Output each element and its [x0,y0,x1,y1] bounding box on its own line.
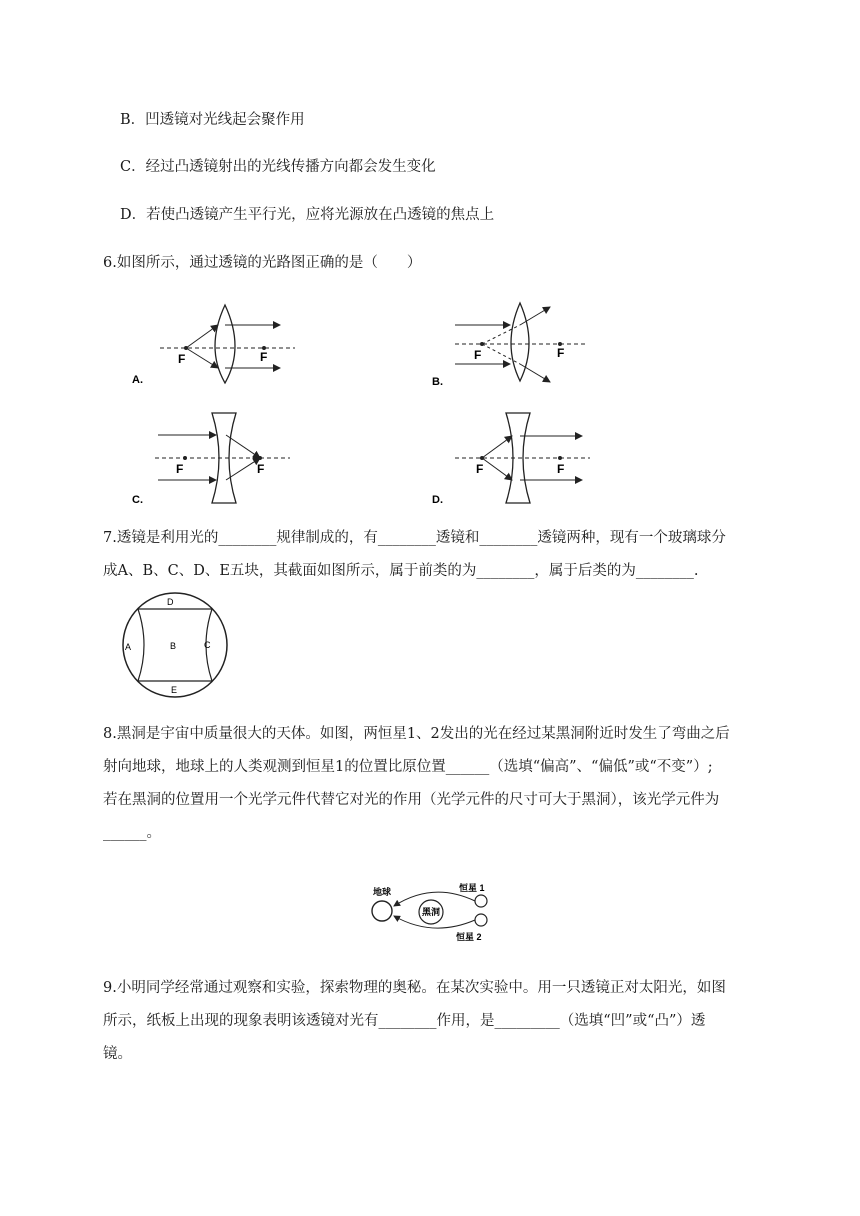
svg-text:F: F [476,462,484,476]
diagram-a [132,305,295,386]
q8-line-3: 若在黑洞的位置用一个光学元件代替它对光的作用（光学元件的尺寸可大于黑洞），该光学元件为 [103,792,720,808]
q7-glass-sphere-figure [117,592,233,698]
q9-line-2: 所示，纸板上出现的现象表明该透镜对光有________作用，是_________（选填“凹”或“凸”）透 [103,1013,706,1029]
svg-text:F: F [176,462,184,476]
q8-line-1: 8.黑洞是宇宙中质量很大的天体。如图，两恒星1、2发出的光在经过某黑洞附近时发生了弯曲之后 [103,726,730,742]
svg-text:F: F [474,348,482,362]
svg-text:F: F [257,462,265,476]
svg-text:F: F [260,350,268,364]
q9-line-3: 镜。 [103,1046,132,1062]
q5-option-d: D．若使凸透镜产生平行光，应将光源放在凸透镜的焦点上 [120,207,495,223]
svg-text:C: C [204,640,211,650]
svg-text:F: F [557,346,565,360]
svg-text:B: B [170,641,177,651]
diagram-d [432,413,590,506]
svg-text:E: E [171,685,178,695]
svg-text:恒星 2: 恒星 2 [456,932,482,942]
svg-text:F: F [557,462,565,476]
q5-option-c: C．经过凸透镜射出的光线传播方向都会发生变化 [120,159,436,175]
q9-line-1: 9.小明同学经常通过观察和实验，探索物理的奥秘。在某次实验中。用一只透镜正对太阳光，如图 [103,980,726,996]
q8-line-4: ______。 [103,825,161,841]
svg-text:黑洞: 黑洞 [422,907,441,917]
svg-text:A: A [125,642,132,652]
q8-black-hole-figure [368,876,498,944]
svg-text:D.: D. [432,494,443,506]
q6-figure [120,295,620,510]
svg-text:恒星 1: 恒星 1 [459,883,485,893]
svg-text:地球: 地球 [373,887,392,897]
diagram-b [432,303,585,388]
svg-text:D: D [167,597,174,607]
diagram-c [132,413,290,506]
svg-text:B.: B. [432,376,443,388]
q6-stem: 6.如图所示，通过透镜的光路图正确的是（ ） [103,255,422,271]
q7-line-2: 成A、B、C、D、E五块，其截面如图所示，属于前类的为________，属于后类的为________. [103,563,699,579]
svg-text:C.: C. [132,494,143,506]
q5-option-b: B．凹透镜对光线起会聚作用 [120,112,305,128]
q8-line-2: 射向地球，地球上的人类观测到恒星1的位置比原位置______（选填“偏高”、“偏低”或“不变”）; [103,759,713,775]
svg-text:F: F [178,352,186,366]
svg-text:A.: A. [132,374,143,386]
q7-line-1: 7.透镜是利用光的________规律制成的，有________透镜和________透镜两种，现有一个玻璃球分 [103,530,726,546]
